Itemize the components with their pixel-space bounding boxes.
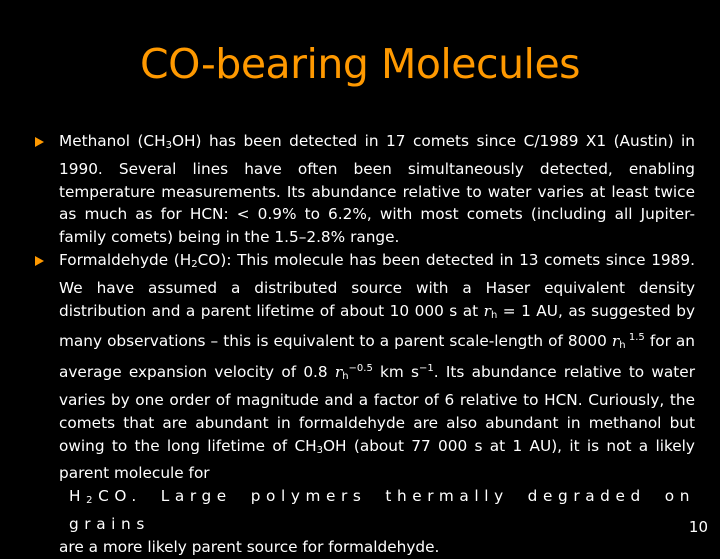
- formaldehyde-text-7: OH (about 77 000 s at 1 AU), it is not a likely parent molecule for: [59, 436, 695, 483]
- unit-exponent: −1: [419, 363, 434, 375]
- bullet-formaldehyde: [35, 249, 695, 559]
- rh-symbol-3: r: [334, 363, 343, 382]
- rh-exponent-2: 1.5: [625, 332, 645, 344]
- formaldehyde-spaced-line: [69, 485, 695, 536]
- methanol-subscript: 3: [165, 140, 172, 151]
- formaldehyde-subscript-3: 2: [86, 495, 99, 507]
- methanol-text-1: Methanol (CH: [59, 132, 166, 150]
- formaldehyde-text-1: Formaldehyde (H: [59, 250, 192, 269]
- formaldehyde-text-9: are a more likely parent source for formaldehyde.: [59, 537, 440, 556]
- methanol-text-2: OH) has been detected in 17 comets since C/1989 X1 (Austin) in 1990. Several lines have often been simultaneously detected, enabling temperature measurements. Its abundance relative to water varies at least twice as much as for HCN: < 0.9% to 6.2%, with most comets (including all Jupiter-family comets) being in the 1.5–2.8% range.: [59, 132, 695, 247]
- formaldehyde-text-6: . Its abundance relative to water varies by one order of magnitude and a factor of 6 relative to HCN. Curiously, the comets that are abundant in formaldehyde are also abundant in methanol but owing to the long lifetime of CH: [59, 363, 695, 455]
- formaldehyde-text-2: CO): This molecule has been detected in 13 comets since 1989. We have assumed a distributed source with a Haser equivalent density distribution and a parent lifetime of about 10 000 s at: [59, 250, 695, 320]
- formaldehyde-text-4: for an average expansion velocity of 0.8: [59, 332, 695, 382]
- bullet-methanol: [35, 130, 695, 249]
- bullet-arrow-icon: [35, 256, 44, 266]
- bullet-arrow-icon: [35, 137, 44, 147]
- formaldehyde-text-8a: H: [69, 487, 87, 506]
- formaldehyde-subscript-1: 2: [191, 258, 198, 270]
- bullet-list: [35, 130, 695, 559]
- rh-exponent-3: −0.5: [348, 363, 373, 375]
- formaldehyde-text-5: km s: [372, 363, 420, 382]
- rh-subscript-3: h: [342, 371, 349, 383]
- formaldehyde-text-3: = 1 AU, as suggested by many observations – this is equivalent to a parent scale-length of 8000: [59, 301, 695, 351]
- rh-symbol-1: r: [483, 301, 491, 320]
- formaldehyde-subscript-2: 3: [316, 444, 323, 456]
- rh-subscript-2: h: [619, 340, 626, 352]
- formaldehyde-text-8b: CO. Large polymers thermally degraded on grains: [69, 487, 695, 533]
- page-number: 10: [688, 518, 708, 536]
- slide-title: CO-bearing Molecules: [139, 40, 581, 88]
- rh-symbol-2: r: [611, 332, 620, 351]
- rh-subscript-1: h: [490, 309, 498, 321]
